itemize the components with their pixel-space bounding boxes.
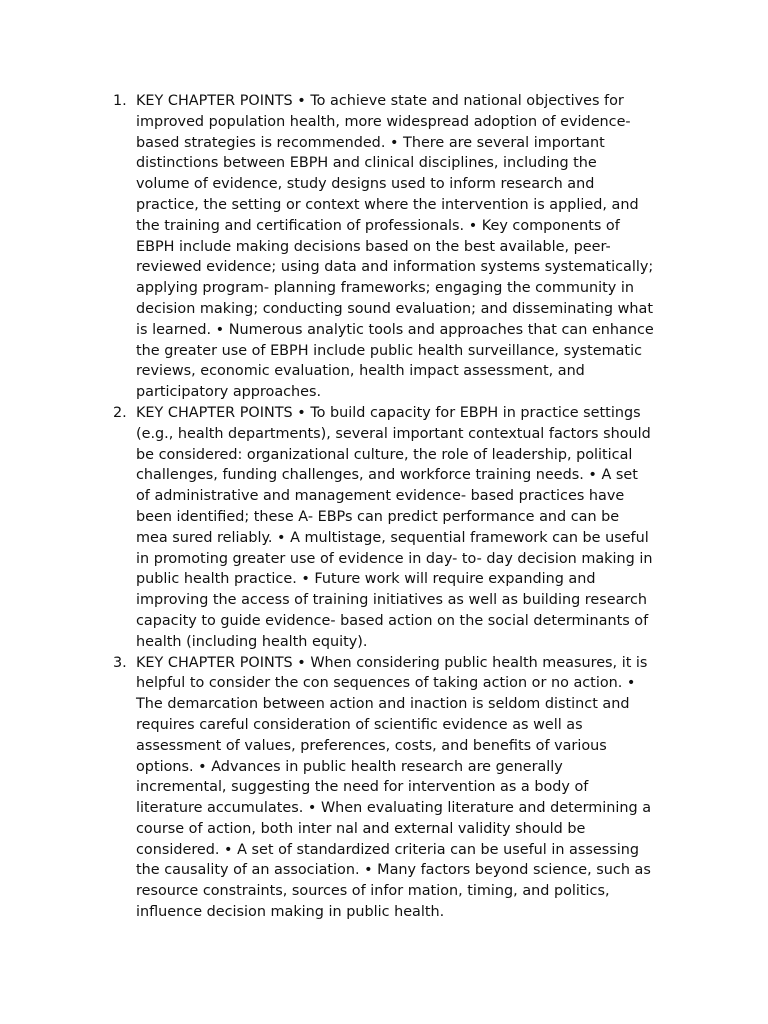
list-item-number: 1. xyxy=(113,93,127,109)
list-item xyxy=(0,653,681,923)
list-item-text: KEY CHAPTER POINTS • When considering public health measures, it is helpful to consider the con sequences of taking action or no action. • The demarcation between action and inaction is seldom distinct and requires careful consideration of scientific evidence as well as assessment of values, preferences, costs, and benefits of various options. • Advances in public health research are generally incremental, suggesting the need for intervention as a body of literature accumulates. • When evaluating literature and determining a course of action, both inter nal and external validity should be considered. • A set of standardized criteria can be useful in assessing the causality of an association. • Many factors beyond science, such as resource constraints, sources of infor mation, timing, and politics, influence decision making in public health. xyxy=(136,654,652,921)
list-item xyxy=(0,91,681,403)
list-item xyxy=(0,403,681,653)
list-item-number: 3. xyxy=(113,654,127,671)
list-item-number: 2. xyxy=(113,404,127,421)
list-item-text: KEY CHAPTER POINTS • To achieve state and national objectives for improved population health, more widespread adoption of evidence- based strategies is recommended. • There are several important distinctions between EBPH and clinical disciplines, including the volume of evidence, study designs used to inform research and practice, the setting or context where the intervention is applied, and the training and certification of professionals. • Key components of EBPH include making decisions based on the best available, peer- reviewed evidence; using data and information systems systematically; applying program- planning frameworks; engaging the community in decision making; conducting sound evaluation; and disseminating what is learned. • Numerous analytic tools and approaches that can enhance the greater use of EBPH include public health surveillance, systematic reviews, economic evaluation, health impact assessment, and participatory approaches. xyxy=(136,93,654,401)
key-points-list xyxy=(0,91,768,923)
list-item-text: KEY CHAPTER POINTS • To build capacity for EBPH in practice settings (e.g., health departments), several important contextual factors should be considered: organizational culture, the role of leadership, political challenges, funding challenges, and workforce training needs. • A set of administrative and management evidence- based practices have been identified; these A- EBPs can predict performance and can be mea sured reliably. • A multistage, sequential framework can be useful in promoting greater use of evidence in day- to- day decision making in public health practice. • Future work will require expanding and improving the access of training initiatives as well as building research capacity to guide evidence- based action on the social determinants of health (including health equity). xyxy=(136,404,653,650)
